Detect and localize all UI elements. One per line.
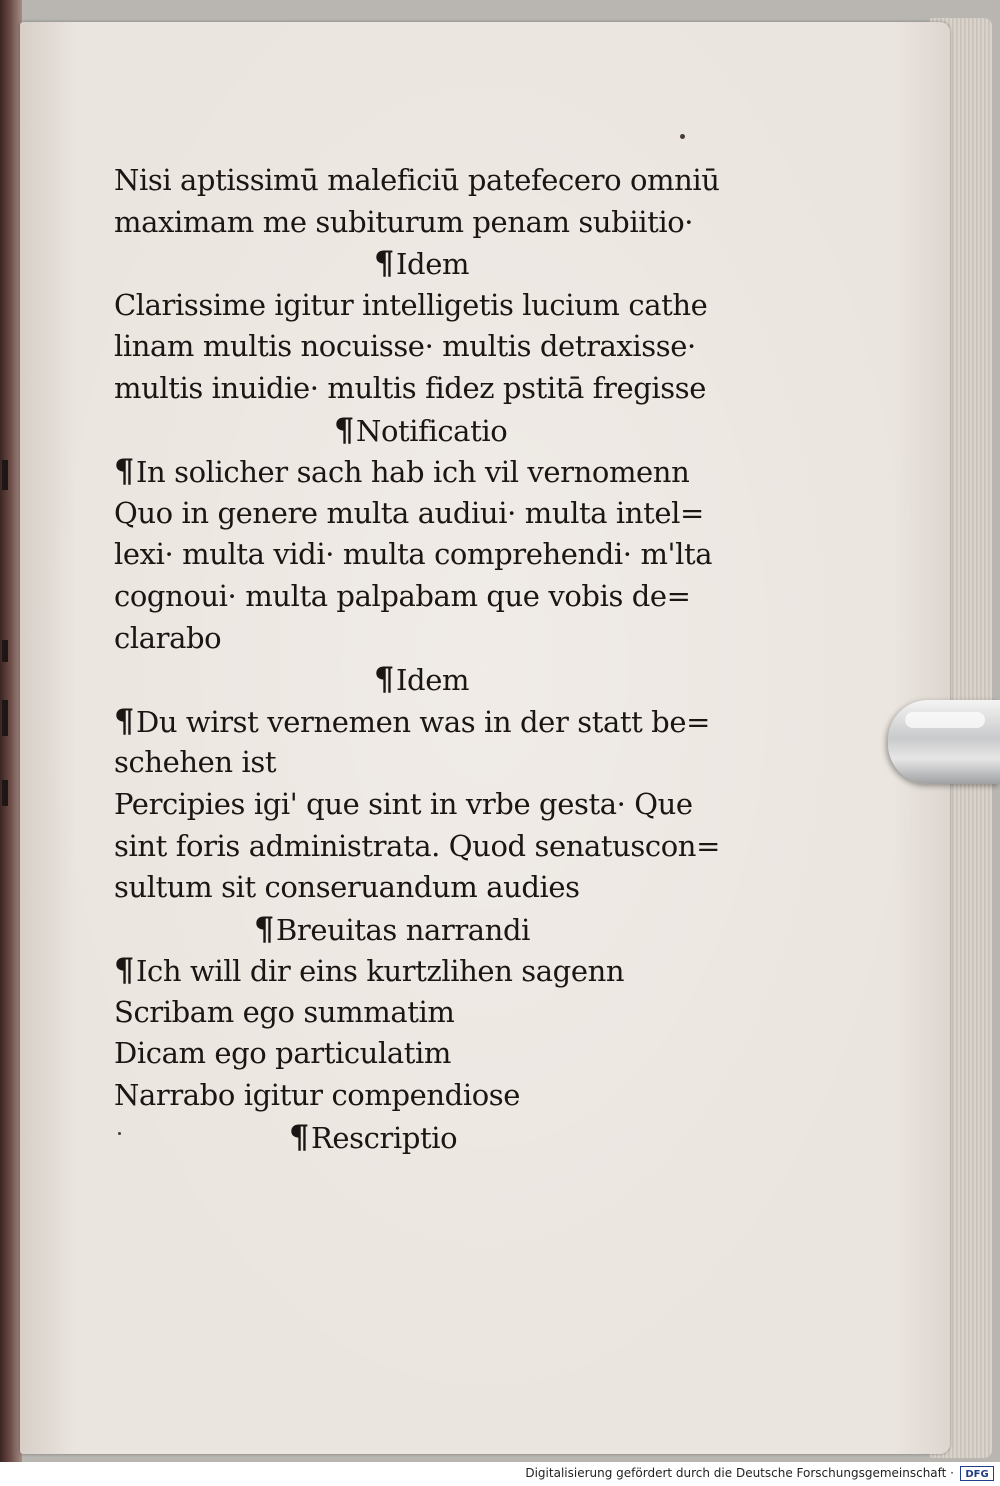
line-text: Idem <box>395 247 470 282</box>
line-text: Notificatio <box>355 413 508 448</box>
pilcrow-mark: ¶ <box>289 1117 309 1156</box>
line-text: Clarissime igitur intelligetis lucium cathe <box>114 287 708 322</box>
edge-mark <box>2 700 8 736</box>
line-text: linam multis nocuisse· multis detraxisse· <box>114 329 696 364</box>
pilcrow-mark: ¶ <box>334 410 354 449</box>
line-text: Idem <box>395 663 470 698</box>
pilcrow-mark: ¶ <box>374 660 394 699</box>
dfg-logo: DFG <box>960 1466 994 1481</box>
text-line <box>114 576 754 618</box>
text-line <box>114 992 754 1034</box>
text-line <box>114 784 754 826</box>
line-text: Nisi aptissimū maleficiū patefecero omniū <box>114 163 720 197</box>
pilcrow-mark: ¶ <box>254 909 274 948</box>
text-line <box>114 202 754 244</box>
text-line <box>114 368 754 410</box>
section-heading <box>114 1117 754 1159</box>
pilcrow-mark: ¶ <box>114 951 134 990</box>
funding-credit: Digitalisierung gefördert durch die Deutsche Forschungsgemeinschaft · <box>525 1466 954 1480</box>
text-line <box>114 742 754 784</box>
edge-mark <box>2 780 8 806</box>
line-text: sint foris administrata. Quod senatuscon= <box>114 828 720 863</box>
text-line <box>114 867 754 909</box>
line-text: Narrabo igitur compendiose <box>114 1078 520 1113</box>
line-text: cognoui· multa palpabam que vobis de= <box>114 578 691 613</box>
footer-bar <box>0 1462 1000 1486</box>
line-text: Ich will dir eins kurtzlihen sagenn <box>135 954 625 989</box>
line-text: clarabo <box>114 620 222 655</box>
line-text: In solicher sach hab ich vil vernomenn <box>135 455 690 490</box>
text-line <box>114 493 754 535</box>
line-text: Scribam ego summatim <box>114 994 455 1029</box>
line-text: maximam me subiturum penam subiitio· <box>114 204 694 239</box>
text-line <box>114 1075 754 1117</box>
printed-text-block <box>114 160 754 1158</box>
text-line <box>114 1033 754 1075</box>
edge-mark <box>2 460 8 490</box>
line-text: schehen ist <box>114 745 277 780</box>
text-line <box>114 160 754 202</box>
line-text: Breuitas narrandi <box>275 912 530 947</box>
text-line <box>114 950 754 992</box>
text-line <box>114 618 754 660</box>
text-line <box>114 285 754 327</box>
text-line <box>114 534 754 576</box>
line-text: lexi· multa vidi· multa comprehendi· m'lta <box>114 537 713 572</box>
line-text: Quo in genere multa audiui· multa intel= <box>114 495 704 530</box>
pilcrow-mark: ¶ <box>374 244 394 283</box>
text-line <box>114 826 754 868</box>
line-text: Percipies igi' que sint in vrbe gesta· Que <box>114 786 693 821</box>
text-line <box>114 326 754 368</box>
text-line <box>114 701 754 743</box>
line-text: Rescriptio <box>310 1120 458 1155</box>
section-heading <box>114 909 754 951</box>
ink-speck <box>680 134 685 139</box>
pilcrow-mark: ¶ <box>114 701 134 740</box>
pilcrow-mark: ¶ <box>114 452 134 491</box>
page-clip-shine <box>905 712 985 728</box>
line-text: multis inuidie· multis fidez pstitā fregisse <box>114 370 706 405</box>
section-heading <box>114 410 754 452</box>
line-text: sultum sit conseruandum audies <box>114 870 580 905</box>
section-heading <box>114 659 754 701</box>
line-text: Du wirst vernemen was in der statt be= <box>135 704 711 739</box>
left-page-edge <box>0 0 22 1462</box>
edge-mark <box>2 640 8 662</box>
line-text: Dicam ego particulatim <box>114 1036 451 1071</box>
text-line <box>114 451 754 493</box>
section-heading <box>114 243 754 285</box>
